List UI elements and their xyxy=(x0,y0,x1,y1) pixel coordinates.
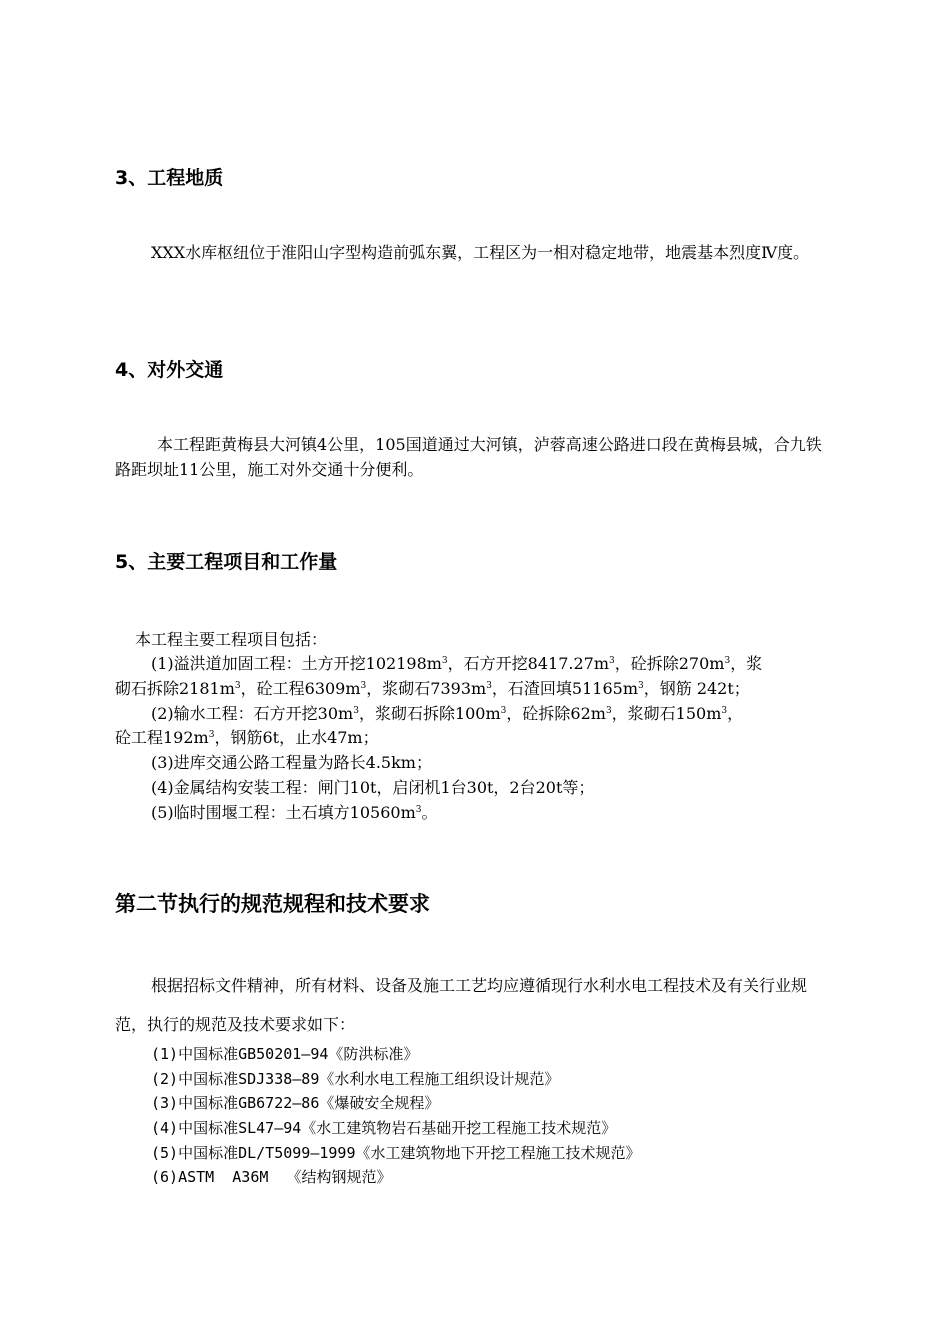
list-item: (2)输水工程：石方开挖$30m^3$，浆砌石拆除$100m^3$，砼拆除$62m^3$，浆砌石$150m^3$， xyxy=(151,704,744,723)
section-2-title: 第二节执行的规范规程和技术要求 xyxy=(115,892,430,916)
section-3-text: XXX水库枢纽位于淮阳山字型构造前弧东翼，工程区为一相对稳定地带，地震基本烈度Ⅳ度。 xyxy=(151,243,810,262)
list-item: (5)临时围堰工程：土石填方$10560m^3$。 xyxy=(151,803,438,822)
list-item: (3)进库交通公路工程量为路长4.5km； xyxy=(151,753,432,772)
list-item-continued: 砌石拆除$2181m^3$，砼工程$6309m^3$，浆砌石$7393m^3$，石渣回填$51165m^3$，钢筋 242t； xyxy=(115,679,750,698)
section-4-title: 4、对外交通 xyxy=(115,359,224,381)
standard-item: (4)中国标准SL47—94《水工建筑物岩石基础开挖工程施工技术规范》 xyxy=(151,1119,617,1137)
standard-item: (6)ASTM A36M 《结构钢规范》 xyxy=(151,1168,392,1186)
list-item: (4)金属结构安装工程：闸门10t，启闭机1台30t，2台20t等； xyxy=(151,778,595,797)
standard-item: (2)中国标准SDJ338—89《水利水电工程施工组织设计规范》 xyxy=(151,1070,560,1088)
list-item: (1)溢洪道加固工程：土方开挖$102198m^3$，石方开挖$8417.27m^3$，砼拆除$270m^3$，浆 xyxy=(151,654,763,673)
section-5-title: 5、主要工程项目和工作量 xyxy=(115,551,338,573)
section-4-text: 本工程距黄梅县大河镇4公里，105国道通过大河镇，泸蓉高速公路进口段在黄梅县城，合九铁路距坝址11公里，施工对外交通十分便利。 xyxy=(115,435,822,479)
section-2-intro: 根据招标文件精神，所有材料、设备及施工工艺均应遵循现行水利水电工程技术及有关行业规范，执行的规范及技术要求如下： xyxy=(115,976,808,1034)
standard-item: (5)中国标准DL/T5099—1999《水工建筑物地下开挖工程施工技术规范》 xyxy=(151,1144,641,1162)
section-5-intro: 本工程主要工程项目包括： xyxy=(135,630,328,649)
section-3-title: 3、工程地质 xyxy=(115,167,224,189)
standard-item: (3)中国标准GB6722—86《爆破安全规程》 xyxy=(151,1094,440,1112)
list-item-continued: 砼工程$192m^3$，钢筋6t，止水47m； xyxy=(115,728,379,747)
standard-item: (1)中国标准GB50201—94《防洪标准》 xyxy=(151,1045,419,1063)
